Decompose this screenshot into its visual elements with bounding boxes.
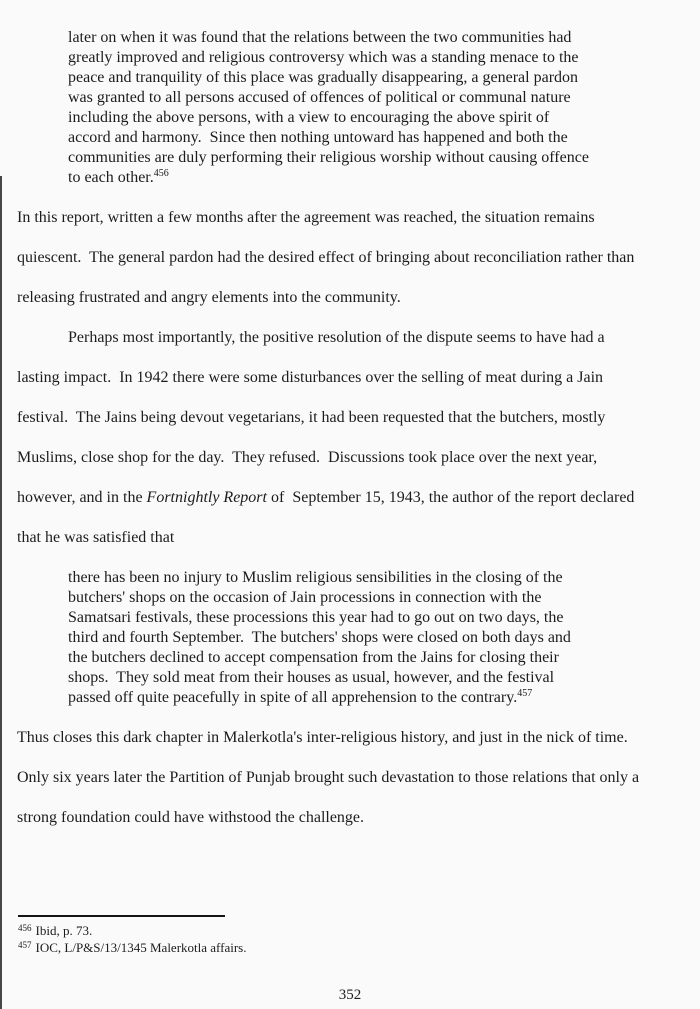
italic-title: Fortnightly Report xyxy=(146,489,267,506)
quote-line: communities are duly performing their religious worship without causing offence xyxy=(68,149,589,166)
footnote-ref-456: 456 xyxy=(153,168,169,179)
text-line: In this report, written a few months after the agreement was reached, the situation remains xyxy=(17,209,595,226)
footnote-457 xyxy=(18,940,246,957)
text-line: lasting impact. In 1942 there were some disturbances over the selling of meat during a Jain xyxy=(17,369,604,386)
footnote-ref-457: 457 xyxy=(517,688,533,699)
text-line: Perhaps most importantly, the positive resolution of the dispute seems to have had a xyxy=(68,329,605,346)
text-segment: of September 15, 1943, the author of the report declared xyxy=(266,489,635,506)
footnote-number: 457 xyxy=(18,940,32,950)
quote-line: was granted to all persons accused of offences of political or communal nature xyxy=(68,89,571,106)
text-line: strong foundation could have withstood the challenge. xyxy=(17,809,365,826)
quote-line-text: to each other. xyxy=(68,169,154,186)
paragraph-1 xyxy=(17,198,634,318)
quote-line: butchers' shops on the occasion of Jain processions in connection with the xyxy=(68,589,542,606)
quote-line: shops. They sold meat from their houses as usual, however, and the festival xyxy=(68,669,555,686)
quote-line xyxy=(68,688,571,708)
footnotes-block xyxy=(18,923,246,957)
block-quote-1 xyxy=(68,28,589,188)
text-line: Muslims, close shop for the day. They refused. Discussions took place over the next year, xyxy=(17,449,598,466)
quote-line: later on when it was found that the relations between the two communities had xyxy=(68,29,572,46)
text-line: festival. The Jains being devout vegetarians, it had been requested that the butchers, mostly xyxy=(17,409,606,426)
text-line xyxy=(17,478,634,518)
text-segment: however, and in the xyxy=(17,489,147,506)
quote-line: greatly improved and religious controversy which was a standing menace to the xyxy=(68,49,579,66)
quote-line: there has been no injury to Muslim religious sensibilities in the closing of the xyxy=(68,569,563,586)
quote-line: including the above persons, with a view to encouraging the above spirit of xyxy=(68,109,550,126)
text-line: Thus closes this dark chapter in Malerkotla's inter-religious history, and just in the nick of time. xyxy=(17,729,628,746)
text-line: that he was satisfied that xyxy=(17,529,175,546)
footnote-separator xyxy=(18,915,225,917)
quote-line-text: passed off quite peacefully in spite of all apprehension to the contrary. xyxy=(68,689,518,706)
footnote-text: IOC, L/P&S/13/1345 Malerkotla affairs. xyxy=(35,940,247,955)
footnote-456 xyxy=(18,923,246,940)
text-line: quiescent. The general pardon had the desired effect of bringing about reconciliation rather than xyxy=(17,249,635,266)
block-quote-2 xyxy=(68,568,571,708)
quote-line: Samatsari festivals, these processions this year had to go out on two days, the xyxy=(68,609,564,626)
quote-line: the butchers declined to accept compensation from the Jains for closing their xyxy=(68,649,559,666)
quote-line xyxy=(68,168,589,188)
page-number: 352 xyxy=(338,987,362,1003)
paragraph-2 xyxy=(17,318,634,558)
quote-line: peace and tranquility of this place was gradually disappearing, a general pardon xyxy=(68,69,579,86)
paragraph-3 xyxy=(17,718,639,838)
quote-line: accord and harmony. Since then nothing untoward has happened and both the xyxy=(68,129,568,146)
scan-edge-artifact xyxy=(0,176,2,1009)
text-line: Only six years later the Partition of Punjab brought such devastation to those relations that only a xyxy=(17,769,640,786)
footnote-number: 456 xyxy=(18,923,32,933)
text-line: releasing frustrated and angry elements into the community. xyxy=(17,289,401,306)
footnote-text: Ibid, p. 73. xyxy=(35,923,93,938)
quote-line: third and fourth September. The butchers' shops were closed on both days and xyxy=(68,629,571,646)
